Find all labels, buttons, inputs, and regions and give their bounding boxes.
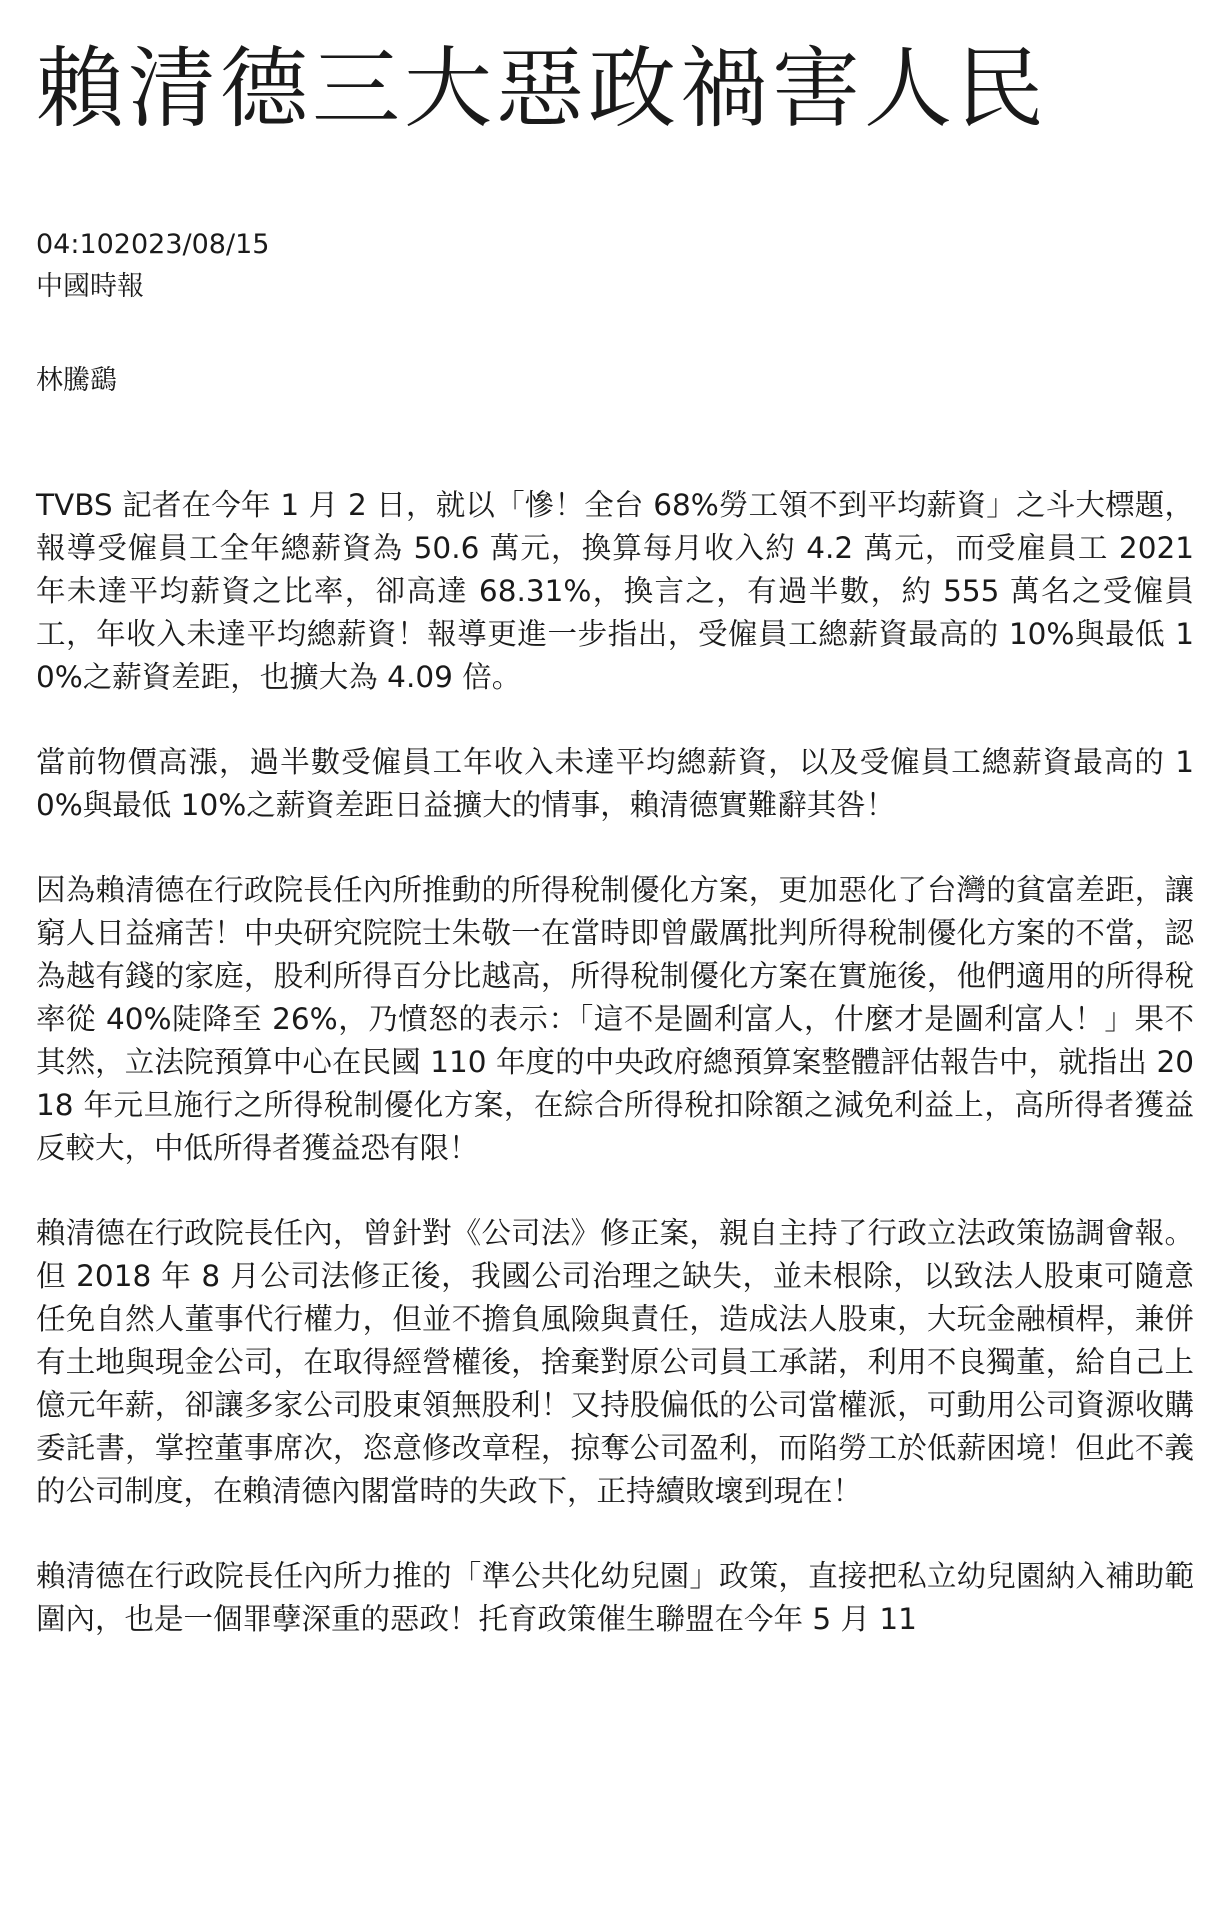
article-paragraph: 因為賴清德在行政院長任內所推動的所得稅制優化方案，更加惡化了台灣的貧富差距，讓窮人日益痛苦！中央研究院院士朱敬一在當時即曾嚴厲批判所得稅制優化方案的不當，認為越有錢的家庭，股利所得百分比越高，所得稅制優化方案在實施後，他們適用的所得稅率從 40%陡降至 26%，乃憤怒的表示：「這不是圖利富人，什麼才是圖利富人！」果不其然，立法院預算中心在民國 110 年度的中央政府總預算案整體評估報告中，就指出 2018 年元旦施行之所得稅制優化方案，在綜合所得稅扣除額之減免利益上，高所得者獲益反較大，中低所得者獲益恐有限！	[36, 873, 1194, 1165]
article-title: 賴清德三大惡政禍害人民	[36, 37, 1049, 140]
article	[36, 34, 1194, 1683]
article-paragraph: TVBS 記者在今年 1 月 2 日，就以「慘！全台 68%勞工領不到平均薪資」之斗大標題，報導受僱員工全年總薪資為 50.6 萬元，換算每月收入約 4.2 萬元，而受雇員工 2021 年未達平均薪資之比率，卻高達 68.31%，換言之，有過半數，約 555 萬名之受僱員工，年收入未達平均總薪資！報導更進一步指出，受僱員工總薪資最高的 10%與最低 10%之薪資差距，也擴大為 4.09 倍。	[36, 488, 1194, 694]
article-paragraph: 賴清德在行政院長任內，曾針對《公司法》修正案，親自主持了行政立法政策協調會報。但 2018 年 8 月公司法修正後，我國公司治理之缺失，並未根除，以致法人股東可隨意任免自然人董事代行權力，但並不擔負風險與責任，造成法人股東，大玩金融槓桿，兼併有土地與現金公司，在取得經營權後，捨棄對原公司員工承諾，利用不良獨董，給自己上億元年薪，卻讓多家公司股東領無股利！又持股偏低的公司當權派，可動用公司資源收購委託書，掌控董事席次，恣意修改章程，掠奪公司盈利，而陷勞工於低薪困境！但此不義的公司制度，在賴清德內閣當時的失政下，正持續敗壞到現在！	[36, 1216, 1194, 1508]
article-paragraph: 當前物價高漲，過半數受僱員工年收入未達平均總薪資，以及受僱員工總薪資最高的 10%與最低 10%之薪資差距日益擴大的情事，賴清德實難辭其咎！	[36, 745, 1194, 822]
article-body	[36, 484, 1194, 1641]
publication-source: 中國時報	[36, 271, 144, 302]
article-paragraph: 賴清德在行政院長任內所力推的「準公共化幼兒園」政策，直接把私立幼兒園納入補助範圍內，也是一個罪孽深重的惡政！托育政策催生聯盟在今年 5 月 11	[36, 1559, 1194, 1636]
publish-timestamp: 04:102023/08/15	[36, 229, 270, 260]
author-name: 林騰鷂	[36, 365, 117, 396]
